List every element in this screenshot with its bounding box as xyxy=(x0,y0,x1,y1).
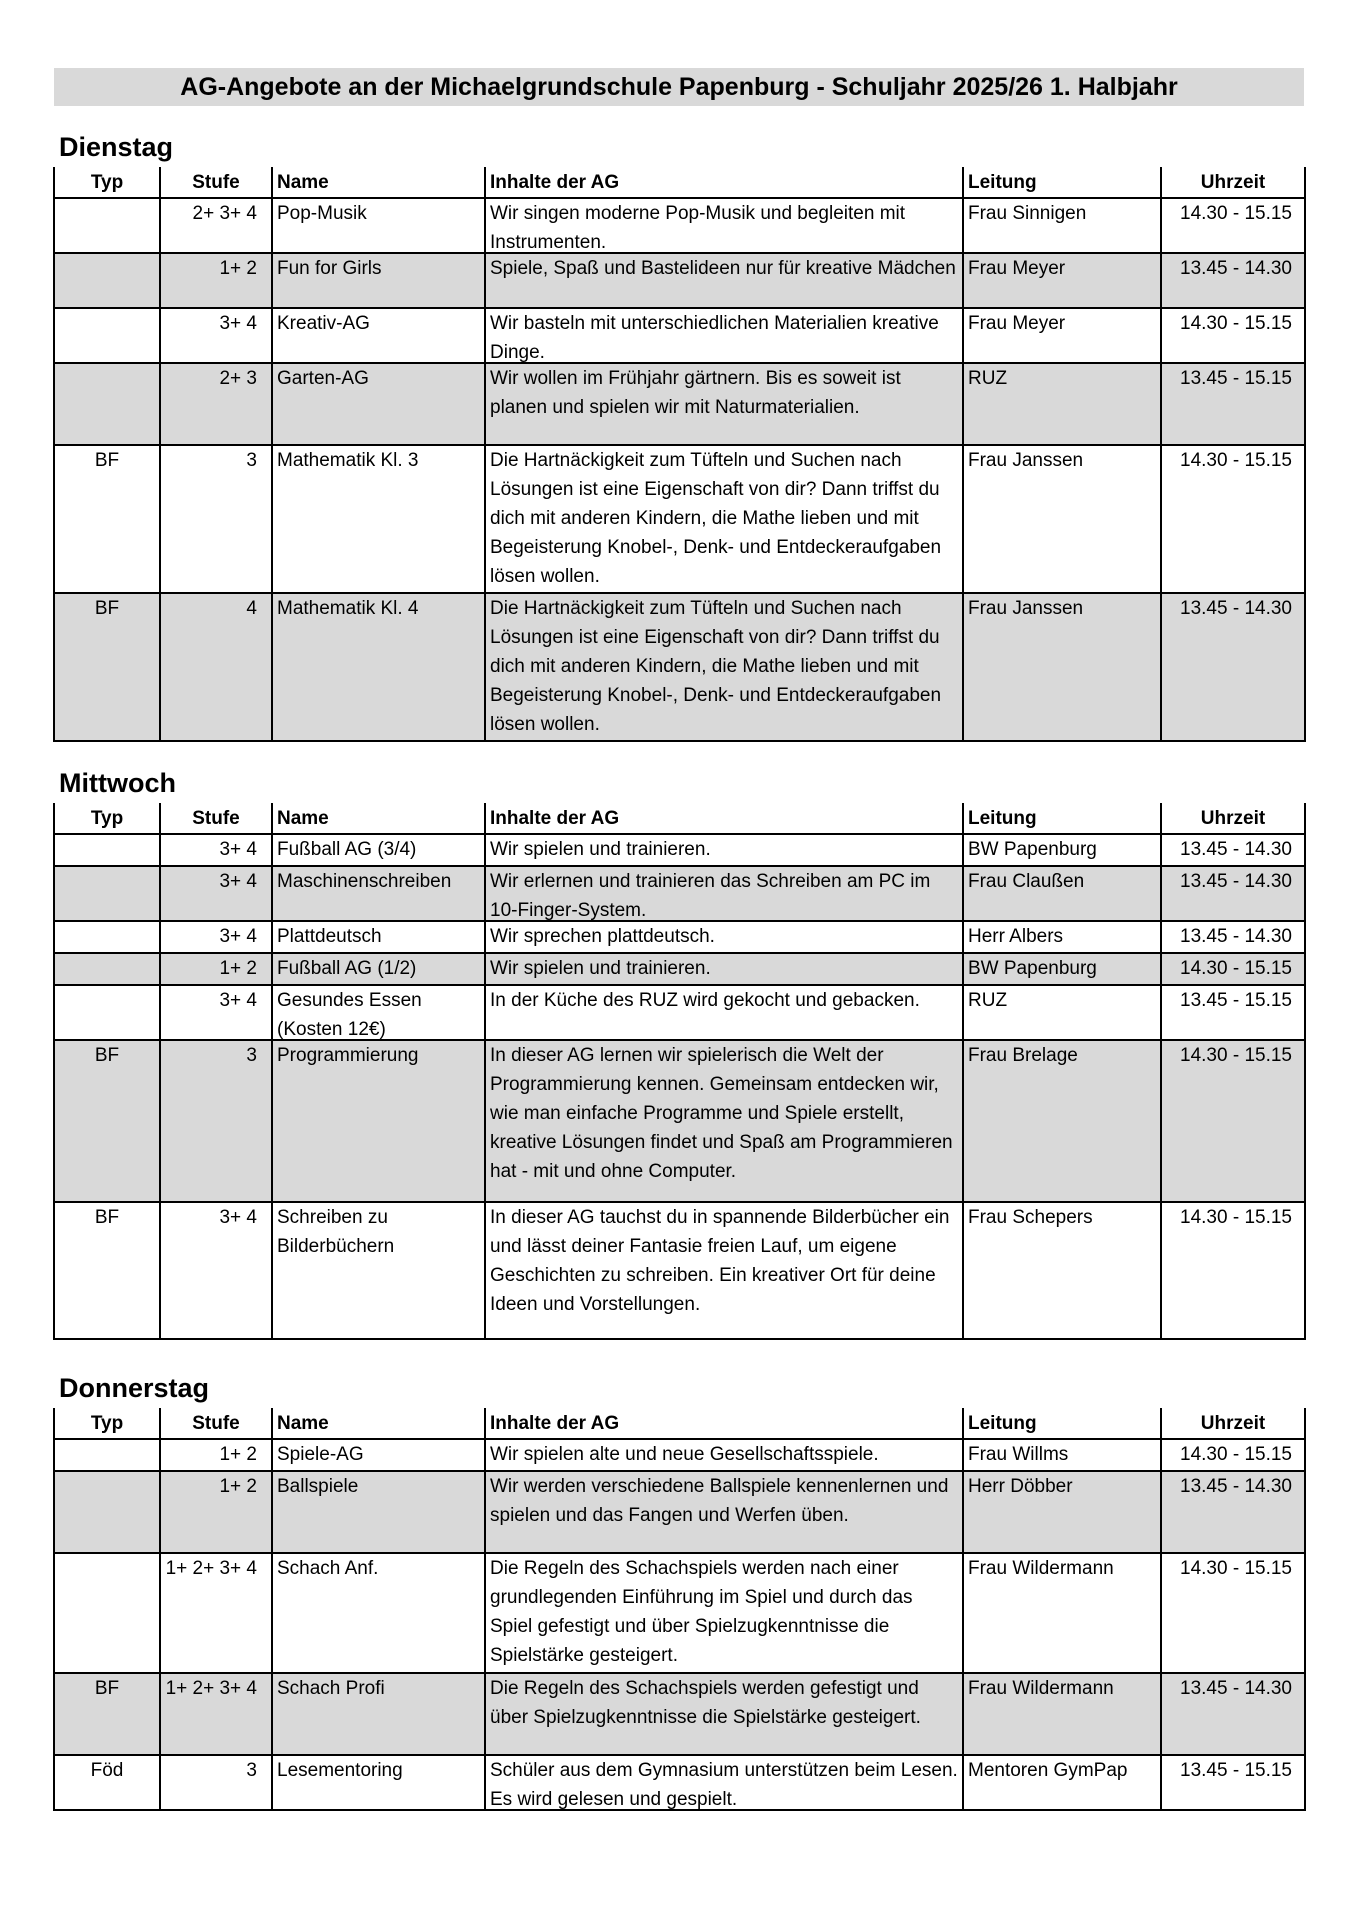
cell-name xyxy=(272,1553,485,1673)
cell-uhrzeit xyxy=(1161,866,1305,921)
cell-name xyxy=(272,1755,485,1810)
cell-leitung-text: BW Papenburg xyxy=(968,839,1097,860)
cell-leitung xyxy=(963,198,1161,253)
cell-name-text: Pop-Musik xyxy=(277,203,367,224)
header-typ: Typ xyxy=(54,167,160,198)
cell-inhalte-text: In dieser AG lernen wir spielerisch die Welt der Programmierung kennen. Gemeinsam entdecken wir, wie man einfache Programme und Spiele erstellt, kreative Lösungen findet und Spaß am Programmieren hat - mit und ohne Computer. xyxy=(490,1045,953,1182)
cell-leitung xyxy=(963,985,1161,1040)
cell-stufe xyxy=(160,363,272,445)
table-row xyxy=(54,1673,1305,1755)
cell-inhalte xyxy=(485,445,963,593)
table-dienstag xyxy=(53,167,1306,742)
cell-uhrzeit-text: 13.45 - 15.15 xyxy=(1180,1760,1292,1781)
header-inhalte: Inhalte der AG xyxy=(485,167,963,198)
cell-typ xyxy=(54,1553,160,1673)
cell-uhrzeit xyxy=(1161,1439,1305,1471)
cell-uhrzeit-text: 13.45 - 14.30 xyxy=(1180,871,1292,892)
cell-typ xyxy=(54,1439,160,1471)
header-uhrzeit: Uhrzeit xyxy=(1161,1408,1305,1439)
table-row xyxy=(54,363,1305,445)
cell-inhalte xyxy=(485,198,963,253)
cell-stufe xyxy=(160,921,272,953)
cell-leitung-text: Frau Sinnigen xyxy=(968,203,1087,224)
header-inhalte: Inhalte der AG xyxy=(485,1408,963,1439)
table-row xyxy=(54,1439,1305,1471)
cell-uhrzeit xyxy=(1161,953,1305,985)
cell-stufe-text: 1+ 2 xyxy=(219,1476,257,1497)
cell-inhalte-text: Spiele, Spaß und Bastelideen nur für kreative Mädchen xyxy=(490,258,956,279)
cell-name-text: Mathematik Kl. 4 xyxy=(277,598,419,619)
cell-inhalte-text: In der Küche des RUZ wird gekocht und gebacken. xyxy=(490,990,920,1011)
cell-typ xyxy=(54,1471,160,1553)
header-stufe: Stufe xyxy=(160,1408,272,1439)
cell-typ-text: BF xyxy=(94,1045,120,1066)
cell-uhrzeit-text: 14.30 - 15.15 xyxy=(1180,1444,1292,1465)
table-row xyxy=(54,866,1305,921)
cell-name xyxy=(272,445,485,593)
cell-name-text: Kreativ-AG xyxy=(277,313,370,334)
cell-name-text: Fun for Girls xyxy=(277,258,382,279)
cell-uhrzeit xyxy=(1161,1553,1305,1673)
cell-uhrzeit-text: 13.45 - 14.30 xyxy=(1180,1678,1292,1699)
cell-uhrzeit-text: 14.30 - 15.15 xyxy=(1180,450,1292,471)
cell-leitung xyxy=(963,921,1161,953)
cell-inhalte xyxy=(485,1040,963,1202)
cell-leitung-text: BW Papenburg xyxy=(968,958,1097,979)
cell-name-text: Schach Profi xyxy=(277,1678,385,1699)
cell-inhalte xyxy=(485,1202,963,1339)
cell-inhalte xyxy=(485,953,963,985)
cell-inhalte-text: Wir erlernen und trainieren das Schreiben am PC im 10-Finger-System. xyxy=(490,871,931,920)
cell-leitung xyxy=(963,593,1161,741)
day-heading-mittwoch: Mittwoch xyxy=(59,768,176,798)
cell-uhrzeit-text: 14.30 - 15.15 xyxy=(1180,313,1292,334)
cell-typ xyxy=(54,308,160,363)
cell-typ xyxy=(54,1755,160,1810)
table-row xyxy=(54,834,1305,866)
cell-inhalte-text: Die Hartnäckigkeit zum Tüfteln und Suchen nach Lösungen ist eine Eigenschaft von dir? Dann triffst du dich mit anderen Kindern, die Mathe lieben und mit Begeisterung Knobel-, Denk- und Entdeckeraufgaben lösen wollen. xyxy=(490,450,942,587)
cell-leitung xyxy=(963,1040,1161,1202)
cell-uhrzeit-text: 13.45 - 14.30 xyxy=(1180,926,1292,947)
table-mittwoch xyxy=(53,803,1306,1340)
header-uhrzeit: Uhrzeit xyxy=(1161,167,1305,198)
cell-inhalte-text: Wir sprechen plattdeutsch. xyxy=(490,926,715,947)
cell-name xyxy=(272,1673,485,1755)
cell-uhrzeit-text: 13.45 - 15.15 xyxy=(1180,990,1292,1011)
cell-name xyxy=(272,1471,485,1553)
header-inhalte: Inhalte der AG xyxy=(485,803,963,834)
table-row xyxy=(54,253,1305,308)
cell-leitung-text: Frau Schepers xyxy=(968,1207,1093,1228)
cell-uhrzeit-text: 14.30 - 15.15 xyxy=(1180,1207,1292,1228)
cell-inhalte xyxy=(485,1471,963,1553)
cell-stufe-text: 3+ 4 xyxy=(219,839,257,860)
cell-stufe xyxy=(160,445,272,593)
cell-uhrzeit xyxy=(1161,1471,1305,1553)
cell-stufe xyxy=(160,834,272,866)
cell-inhalte-text: Wir spielen alte und neue Gesellschaftsspiele. xyxy=(490,1444,879,1465)
cell-stufe-text: 2+ 3+ 4 xyxy=(192,203,257,224)
cell-inhalte xyxy=(485,253,963,308)
cell-leitung xyxy=(963,308,1161,363)
table-row xyxy=(54,593,1305,741)
cell-stufe xyxy=(160,1439,272,1471)
cell-uhrzeit xyxy=(1161,1673,1305,1755)
cell-uhrzeit-text: 13.45 - 14.30 xyxy=(1180,839,1292,860)
header-leitung: Leitung xyxy=(963,1408,1161,1439)
cell-stufe xyxy=(160,1553,272,1673)
cell-inhalte xyxy=(485,1439,963,1471)
cell-name-text: Programmierung xyxy=(277,1045,419,1066)
cell-typ-text: Föd xyxy=(90,1760,124,1781)
table-row xyxy=(54,1202,1305,1339)
cell-inhalte-text: Die Hartnäckigkeit zum Tüfteln und Suchen nach Lösungen ist eine Eigenschaft von dir? Dann triffst du dich mit anderen Kindern, die Mathe lieben und mit Begeisterung Knobel-, Denk- und Entdeckeraufgaben lösen wollen. xyxy=(490,598,942,735)
cell-stufe-text: 3+ 4 xyxy=(219,871,257,892)
cell-uhrzeit-text: 14.30 - 15.15 xyxy=(1180,1558,1292,1579)
cell-stufe xyxy=(160,1040,272,1202)
cell-typ xyxy=(54,198,160,253)
cell-name xyxy=(272,985,485,1040)
header-leitung: Leitung xyxy=(963,803,1161,834)
header-name: Name xyxy=(272,167,485,198)
cell-leitung-text: Frau Meyer xyxy=(968,258,1066,279)
cell-name-text: Schreiben zu Bilderbüchern xyxy=(277,1207,395,1257)
cell-typ xyxy=(54,363,160,445)
cell-inhalte-text: Wir wollen im Frühjahr gärtnern. Bis es soweit ist planen und spielen wir mit Naturmaterialien. xyxy=(490,368,901,418)
table-row xyxy=(54,198,1305,253)
cell-stufe-text: 1+ 2 xyxy=(219,1444,257,1465)
header-typ: Typ xyxy=(54,1408,160,1439)
cell-inhalte xyxy=(485,308,963,363)
cell-stufe-text: 3+ 4 xyxy=(219,313,257,334)
cell-inhalte xyxy=(485,866,963,921)
cell-leitung xyxy=(963,253,1161,308)
cell-stufe-text: 3 xyxy=(246,1760,257,1781)
header-typ: Typ xyxy=(54,803,160,834)
cell-leitung xyxy=(963,363,1161,445)
cell-leitung-text: Frau Wildermann xyxy=(968,1678,1114,1699)
cell-typ xyxy=(54,866,160,921)
cell-stufe-text: 2+ 3 xyxy=(219,368,257,389)
cell-stufe xyxy=(160,866,272,921)
cell-name-text: Fußball AG (1/2) xyxy=(277,958,417,979)
cell-inhalte xyxy=(485,1553,963,1673)
cell-uhrzeit-text: 14.30 - 15.15 xyxy=(1180,958,1292,979)
cell-leitung xyxy=(963,866,1161,921)
cell-stufe xyxy=(160,985,272,1040)
cell-inhalte xyxy=(485,593,963,741)
cell-name-text: Plattdeutsch xyxy=(277,926,382,947)
table-row xyxy=(54,308,1305,363)
cell-uhrzeit xyxy=(1161,921,1305,953)
header-uhrzeit: Uhrzeit xyxy=(1161,803,1305,834)
cell-leitung-text: Frau Janssen xyxy=(968,450,1084,471)
cell-uhrzeit-text: 13.45 - 15.15 xyxy=(1180,368,1292,389)
cell-uhrzeit xyxy=(1161,445,1305,593)
cell-leitung-text: Frau Claußen xyxy=(968,871,1085,892)
cell-inhalte-text: Wir singen moderne Pop-Musik und begleiten mit Instrumenten. xyxy=(490,203,906,252)
cell-inhalte xyxy=(485,985,963,1040)
cell-inhalte-text: Die Regeln des Schachspiels werden nach einer grundlegenden Einführung im Spiel und durch das Spiel gefestigt und über Spielzugkenntnisse die Spielstärke gesteigert. xyxy=(490,1558,913,1666)
cell-name xyxy=(272,921,485,953)
cell-inhalte-text: Wir basteln mit unterschiedlichen Materialien kreative Dinge. xyxy=(490,313,939,362)
cell-name xyxy=(272,308,485,363)
cell-inhalte-text: Wir spielen und trainieren. xyxy=(490,958,711,979)
cell-typ xyxy=(54,1040,160,1202)
cell-inhalte-text: Die Regeln des Schachspiels werden gefestigt und über Spielzugkenntnisse die Spielstärke gesteigert. xyxy=(490,1678,921,1728)
cell-leitung-text: Frau Brelage xyxy=(968,1045,1078,1066)
cell-inhalte xyxy=(485,363,963,445)
cell-stufe xyxy=(160,953,272,985)
cell-uhrzeit-text: 14.30 - 15.15 xyxy=(1180,203,1292,224)
cell-uhrzeit xyxy=(1161,985,1305,1040)
cell-inhalte xyxy=(485,1673,963,1755)
cell-typ xyxy=(54,253,160,308)
cell-name xyxy=(272,834,485,866)
table-row xyxy=(54,1040,1305,1202)
cell-leitung xyxy=(963,1755,1161,1810)
cell-stufe xyxy=(160,1673,272,1755)
cell-uhrzeit xyxy=(1161,1040,1305,1202)
table-header-row xyxy=(54,167,1305,198)
cell-inhalte-text: Wir spielen und trainieren. xyxy=(490,839,711,860)
cell-leitung-text: Frau Meyer xyxy=(968,313,1066,334)
cell-uhrzeit-text: 13.45 - 14.30 xyxy=(1180,1476,1292,1497)
cell-leitung xyxy=(963,1471,1161,1553)
cell-typ-text: BF xyxy=(94,1207,120,1228)
cell-inhalte xyxy=(485,921,963,953)
cell-stufe xyxy=(160,1755,272,1810)
cell-inhalte-text: Schüler aus dem Gymnasium unterstützen beim Lesen. Es wird gelesen und gespielt. xyxy=(490,1760,958,1809)
cell-leitung-text: Mentoren GymPap xyxy=(968,1760,1128,1781)
cell-stufe-text: 3 xyxy=(246,1045,257,1066)
cell-leitung xyxy=(963,834,1161,866)
cell-typ xyxy=(54,1202,160,1339)
cell-uhrzeit xyxy=(1161,834,1305,866)
cell-stufe-text: 4 xyxy=(246,598,257,619)
cell-typ xyxy=(54,985,160,1040)
cell-stufe-text: 3+ 4 xyxy=(219,926,257,947)
header-name: Name xyxy=(272,1408,485,1439)
cell-name xyxy=(272,953,485,985)
header-leitung: Leitung xyxy=(963,167,1161,198)
table-row xyxy=(54,445,1305,593)
cell-leitung xyxy=(963,1553,1161,1673)
cell-leitung-text: RUZ xyxy=(968,368,1008,389)
cell-name-text: Schach Anf. xyxy=(277,1558,379,1579)
cell-name-text: Fußball AG (3/4) xyxy=(277,839,417,860)
table-row xyxy=(54,953,1305,985)
table-header-row xyxy=(54,803,1305,834)
cell-inhalte-text: Wir werden verschiedene Ballspiele kennenlernen und spielen und das Fangen und Werfen üben. xyxy=(490,1476,949,1526)
cell-name-text: Mathematik Kl. 3 xyxy=(277,450,419,471)
cell-leitung xyxy=(963,953,1161,985)
cell-uhrzeit xyxy=(1161,308,1305,363)
cell-typ xyxy=(54,921,160,953)
table-row xyxy=(54,1471,1305,1553)
cell-name-text: Maschinenschreiben xyxy=(277,871,452,892)
cell-leitung-text: Frau Willms xyxy=(968,1444,1069,1465)
cell-typ xyxy=(54,593,160,741)
cell-leitung xyxy=(963,445,1161,593)
cell-uhrzeit xyxy=(1161,593,1305,741)
cell-uhrzeit-text: 13.45 - 14.30 xyxy=(1180,598,1292,619)
cell-leitung xyxy=(963,1439,1161,1471)
cell-name-text: Ballspiele xyxy=(277,1476,359,1497)
cell-inhalte xyxy=(485,834,963,866)
table-header-row xyxy=(54,1408,1305,1439)
cell-name xyxy=(272,866,485,921)
cell-name xyxy=(272,1202,485,1339)
cell-uhrzeit xyxy=(1161,363,1305,445)
cell-leitung-text: Herr Albers xyxy=(968,926,1064,947)
cell-leitung-text: Frau Wildermann xyxy=(968,1558,1114,1579)
cell-uhrzeit xyxy=(1161,198,1305,253)
cell-name xyxy=(272,198,485,253)
cell-stufe-text: 1+ 2+ 3+ 4 xyxy=(165,1558,257,1579)
cell-name-text: Gesundes Essen (Kosten 12€) xyxy=(277,990,422,1039)
cell-leitung xyxy=(963,1202,1161,1339)
cell-leitung-text: Herr Döbber xyxy=(968,1476,1073,1497)
header-stufe: Stufe xyxy=(160,167,272,198)
cell-name-text: Lesementoring xyxy=(277,1760,403,1781)
cell-name-text: Garten-AG xyxy=(277,368,369,389)
cell-uhrzeit-text: 13.45 - 14.30 xyxy=(1180,258,1292,279)
cell-leitung-text: RUZ xyxy=(968,990,1008,1011)
cell-stufe-text: 3+ 4 xyxy=(219,990,257,1011)
table-donnerstag xyxy=(53,1408,1306,1811)
header-stufe: Stufe xyxy=(160,803,272,834)
cell-leitung-text: Frau Janssen xyxy=(968,598,1084,619)
cell-name-text: Spiele-AG xyxy=(277,1444,364,1465)
cell-uhrzeit xyxy=(1161,253,1305,308)
cell-inhalte-text: In dieser AG tauchst du in spannende Bilderbücher ein und lässt deiner Fantasie freien Lauf, um eigene Geschichten zu schreiben. Ein kreativer Ort für deine Ideen und Vorstellungen. xyxy=(490,1207,950,1315)
cell-stufe xyxy=(160,253,272,308)
cell-uhrzeit xyxy=(1161,1202,1305,1339)
cell-stufe xyxy=(160,308,272,363)
cell-stufe-text: 1+ 2+ 3+ 4 xyxy=(165,1678,257,1699)
cell-stufe xyxy=(160,1202,272,1339)
cell-inhalte xyxy=(485,1755,963,1810)
day-heading-donnerstag: Donnerstag xyxy=(59,1373,210,1403)
page-title: AG-Angebote an der Michaelgrundschule Papenburg - Schuljahr 2025/26 1. Halbjahr xyxy=(54,68,1304,106)
table-row xyxy=(54,1755,1305,1810)
day-heading-dienstag: Dienstag xyxy=(59,132,174,162)
cell-name xyxy=(272,593,485,741)
table-row xyxy=(54,921,1305,953)
cell-typ-text: BF xyxy=(94,450,120,471)
cell-stufe-text: 1+ 2 xyxy=(219,958,257,979)
cell-uhrzeit-text: 14.30 - 15.15 xyxy=(1180,1045,1292,1066)
cell-name xyxy=(272,1439,485,1471)
cell-name xyxy=(272,363,485,445)
cell-stufe xyxy=(160,198,272,253)
cell-name xyxy=(272,1040,485,1202)
cell-typ xyxy=(54,1673,160,1755)
cell-stufe-text: 3 xyxy=(246,450,257,471)
cell-typ xyxy=(54,445,160,593)
cell-typ-text: BF xyxy=(94,598,120,619)
cell-typ xyxy=(54,953,160,985)
header-name: Name xyxy=(272,803,485,834)
table-row xyxy=(54,1553,1305,1673)
cell-typ-text: BF xyxy=(94,1678,120,1699)
cell-stufe-text: 3+ 4 xyxy=(219,1207,257,1228)
cell-typ xyxy=(54,834,160,866)
cell-stufe-text: 1+ 2 xyxy=(219,258,257,279)
cell-name xyxy=(272,253,485,308)
cell-leitung xyxy=(963,1673,1161,1755)
cell-stufe xyxy=(160,1471,272,1553)
cell-uhrzeit xyxy=(1161,1755,1305,1810)
cell-stufe xyxy=(160,593,272,741)
table-row xyxy=(54,985,1305,1040)
